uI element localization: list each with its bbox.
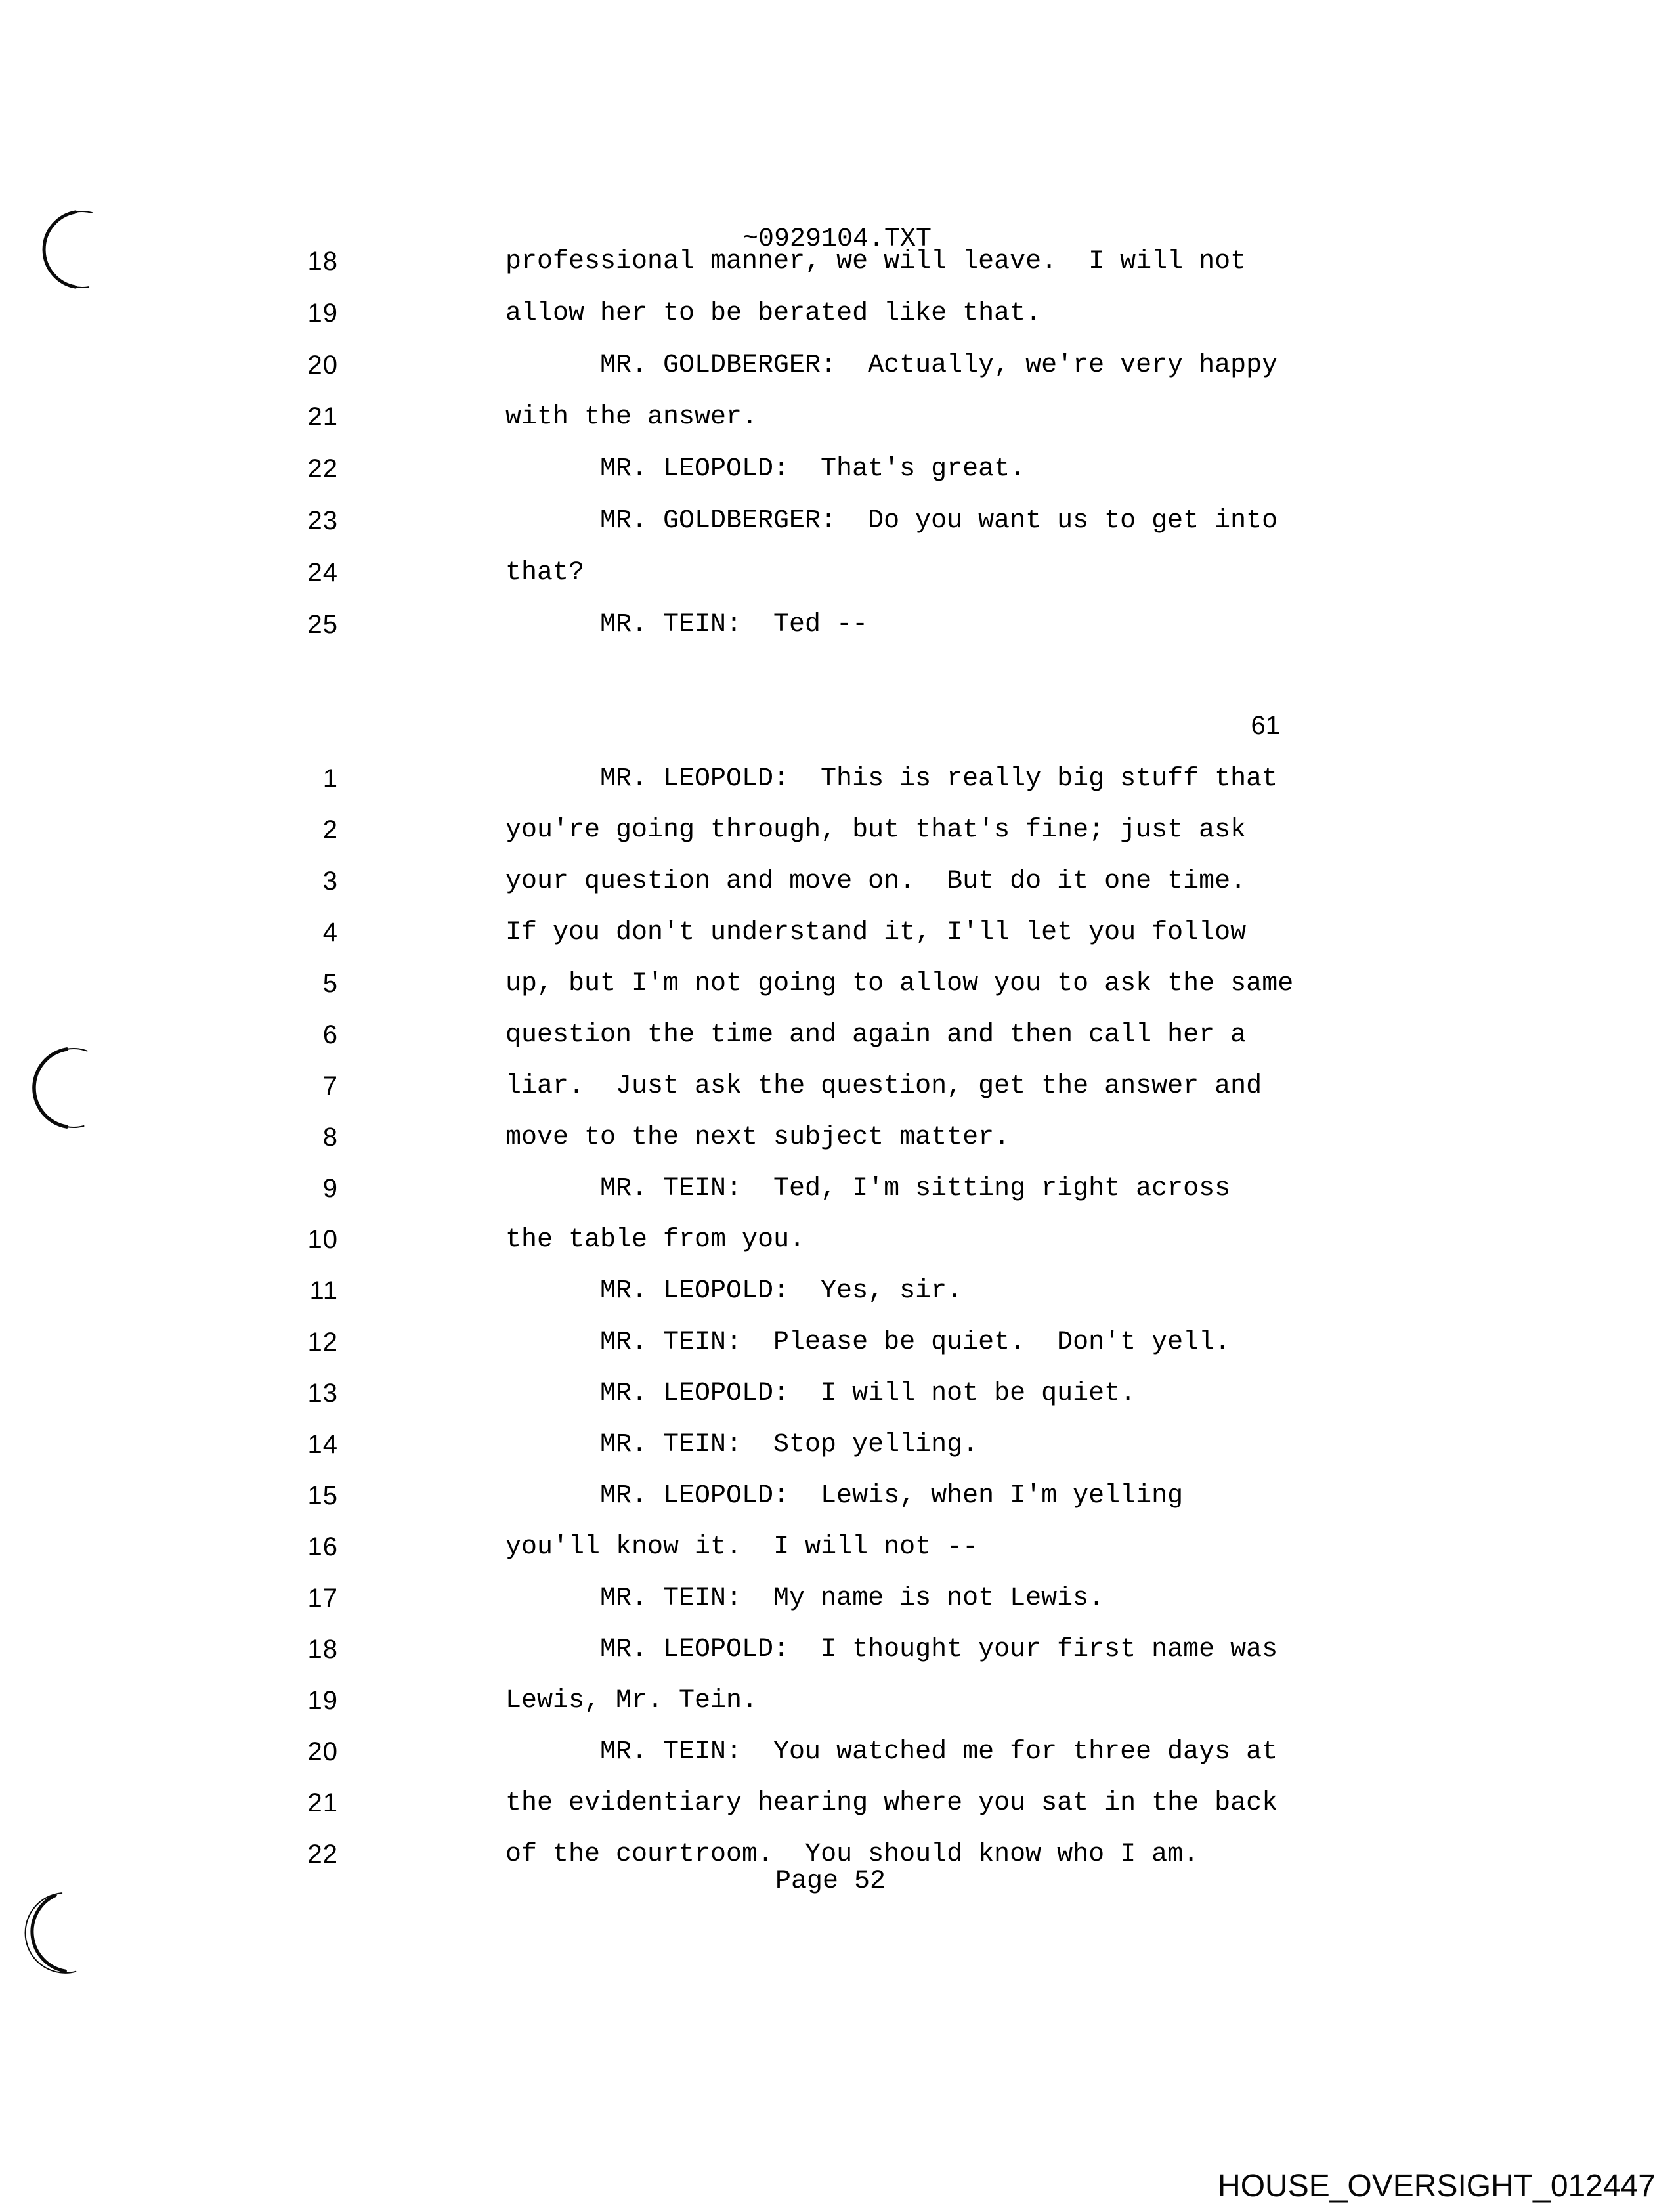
line-number: 15 xyxy=(307,1481,338,1510)
line-text: of the courtroom. You should know who I am. xyxy=(505,1840,1199,1869)
transcript-line xyxy=(0,1790,1674,1841)
line-text: MR. LEOPOLD: Yes, sir. xyxy=(600,1276,963,1306)
transcript-line xyxy=(0,817,1674,868)
line-text: MR. LEOPOLD: I thought your first name was xyxy=(600,1635,1278,1664)
transcript-line xyxy=(0,1585,1674,1636)
transcript-line xyxy=(0,1483,1674,1534)
line-text: MR. TEIN: My name is not Lewis. xyxy=(600,1584,1105,1613)
line-number: 5 xyxy=(322,969,338,998)
line-text: that? xyxy=(505,558,585,588)
line-number: 19 xyxy=(307,1686,338,1715)
line-number: 21 xyxy=(307,402,338,431)
transcript-page-number: 61 xyxy=(1251,711,1280,740)
transcript-line xyxy=(0,766,1674,817)
transcript-line xyxy=(0,508,1674,559)
transcript-line xyxy=(0,248,1674,300)
transcript-line xyxy=(0,1380,1674,1431)
transcript-line xyxy=(0,970,1674,1022)
line-text: with the answer. xyxy=(505,402,758,432)
line-number: 1 xyxy=(322,764,338,793)
line-text: If you don't understand it, I'll let you follow xyxy=(505,918,1247,947)
line-number: 11 xyxy=(309,1276,338,1305)
line-text: move to the next subject matter. xyxy=(505,1123,1010,1152)
transcript-line xyxy=(0,1687,1674,1739)
line-text: MR. GOLDBERGER: Do you want us to get into xyxy=(600,506,1278,536)
transcript-line xyxy=(0,1175,1674,1226)
line-text: MR. LEOPOLD: This is really big stuff that xyxy=(600,764,1278,794)
line-number: 19 xyxy=(307,299,338,328)
prev-page-lines xyxy=(0,248,1674,663)
line-text: allow her to be berated like that. xyxy=(505,299,1042,328)
line-number: 22 xyxy=(307,454,338,483)
line-text: MR. TEIN: You watched me for three days at xyxy=(600,1737,1278,1767)
line-number: 17 xyxy=(307,1584,338,1613)
line-text: the evidentiary hearing where you sat in the back xyxy=(505,1789,1278,1818)
transcript-line xyxy=(0,1636,1674,1687)
line-number: 4 xyxy=(322,918,338,947)
line-text: liar. Just ask the question, get the answer and xyxy=(505,1072,1262,1101)
line-number: 9 xyxy=(322,1174,338,1203)
transcript-line xyxy=(0,611,1674,663)
hole-punch-arc-bottom-main xyxy=(32,1896,65,1971)
line-number: 25 xyxy=(307,610,338,639)
line-number: 13 xyxy=(307,1379,338,1408)
line-text: Lewis, Mr. Tein. xyxy=(505,1686,758,1716)
current-page-lines xyxy=(0,766,1674,1892)
line-text: you'll know it. I will not -- xyxy=(505,1532,979,1562)
line-number: 23 xyxy=(307,506,338,535)
line-text: professional manner, we will leave. I will not xyxy=(505,247,1247,276)
line-text: question the time and again and then call her a xyxy=(505,1020,1247,1050)
transcript-line xyxy=(0,1278,1674,1329)
line-number: 12 xyxy=(307,1328,338,1356)
transcript-line xyxy=(0,456,1674,508)
line-text: MR. TEIN: Please be quiet. Don't yell. xyxy=(600,1328,1231,1357)
line-number: 2 xyxy=(322,815,338,844)
transcript-line xyxy=(0,1329,1674,1380)
document-filename: ~0929104.TXT xyxy=(742,225,932,254)
transcript-line xyxy=(0,1073,1674,1124)
line-number: 22 xyxy=(307,1840,338,1869)
line-text: MR. LEOPOLD: Lewis, when I'm yelling xyxy=(600,1481,1184,1511)
line-number: 20 xyxy=(307,351,338,380)
line-text: you're going through, but that's fine; just ask xyxy=(505,815,1247,845)
hole-punch-arc-bottom xyxy=(26,1893,76,1973)
line-number: 24 xyxy=(307,558,338,587)
transcript-line xyxy=(0,1022,1674,1073)
transcript-line xyxy=(0,300,1674,352)
line-number: 6 xyxy=(322,1020,338,1049)
line-number: 21 xyxy=(307,1789,338,1817)
transcript-line xyxy=(0,1739,1674,1790)
line-text: your question and move on. But do it one time. xyxy=(505,867,1247,896)
print-page-footer: Page 52 xyxy=(775,1867,886,1896)
line-number: 16 xyxy=(307,1532,338,1561)
transcript-line xyxy=(0,404,1674,456)
transcript-line xyxy=(0,1124,1674,1175)
line-number: 14 xyxy=(307,1430,338,1459)
transcript-line xyxy=(0,1226,1674,1278)
line-number: 20 xyxy=(307,1737,338,1766)
transcript-line xyxy=(0,919,1674,970)
line-number: 18 xyxy=(307,1635,338,1664)
transcript-line xyxy=(0,1534,1674,1585)
line-text: MR. GOLDBERGER: Actually, we're very happy xyxy=(600,351,1278,380)
line-number: 18 xyxy=(307,247,338,276)
bates-number: HOUSE_OVERSIGHT_012447 xyxy=(1218,2169,1656,2203)
transcript-line xyxy=(0,352,1674,404)
line-text: MR. TEIN: Ted, I'm sitting right across xyxy=(600,1174,1231,1204)
line-number: 8 xyxy=(322,1123,338,1152)
line-text: MR. LEOPOLD: I will not be quiet. xyxy=(600,1379,1136,1408)
line-text: MR. TEIN: Ted -- xyxy=(600,610,869,640)
transcript-line xyxy=(0,1431,1674,1483)
line-number: 7 xyxy=(322,1072,338,1100)
line-text: MR. TEIN: Stop yelling. xyxy=(600,1430,979,1460)
line-text: MR. LEOPOLD: That's great. xyxy=(600,454,1026,484)
line-text: up, but I'm not going to allow you to ask the same xyxy=(505,969,1294,999)
line-text: the table from you. xyxy=(505,1225,805,1255)
transcript-line xyxy=(0,868,1674,919)
line-number: 3 xyxy=(322,867,338,896)
line-number: 10 xyxy=(307,1225,338,1254)
transcript-line xyxy=(0,559,1674,611)
